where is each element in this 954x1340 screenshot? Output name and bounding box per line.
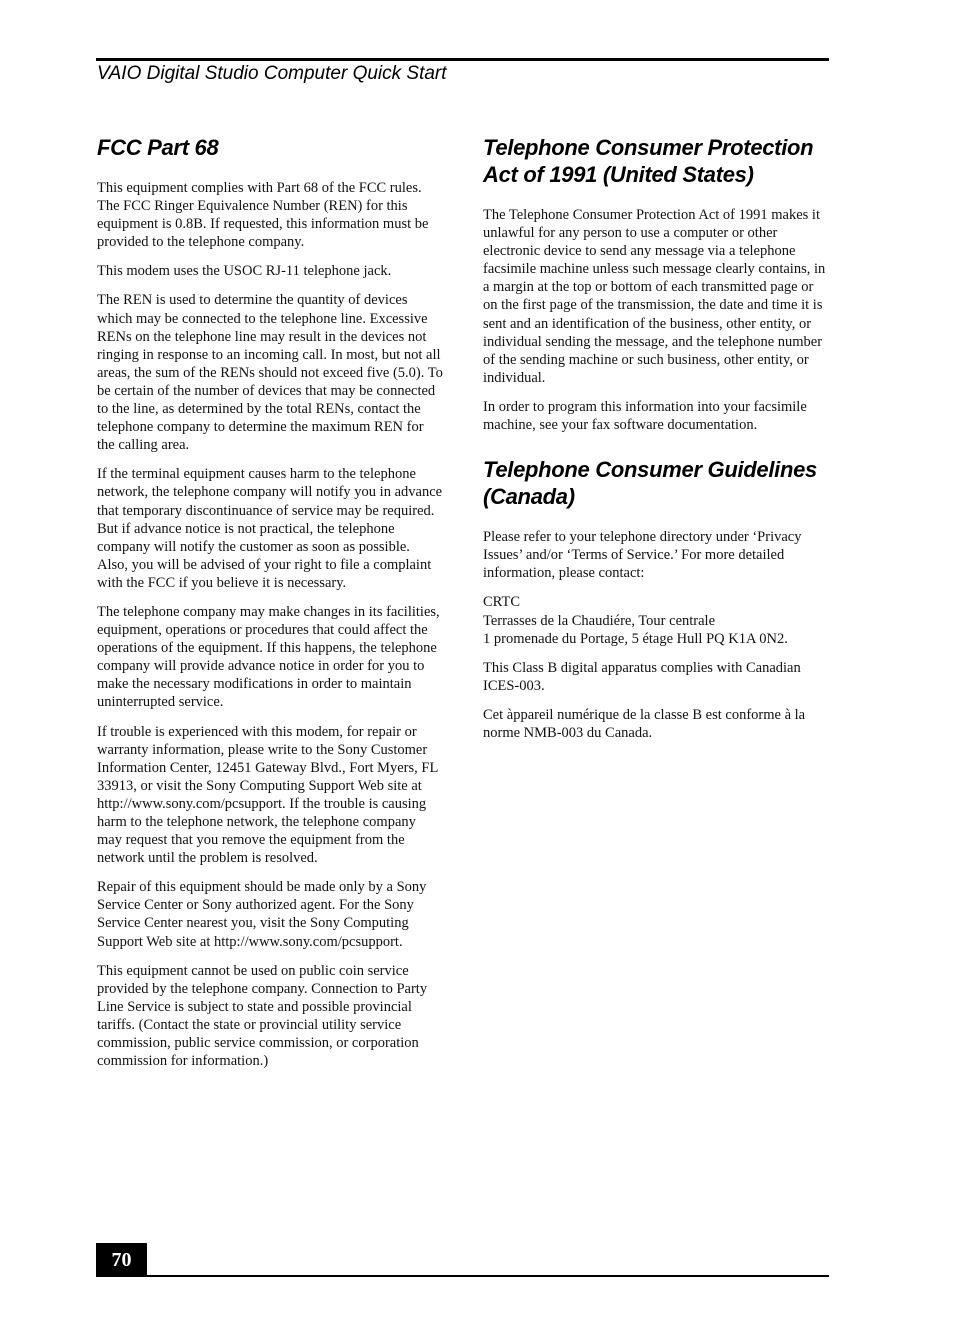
paragraph: Cet àppareil numérique de la classe B est conforme à la norme NMB-003 du Canada. bbox=[483, 706, 806, 741]
paragraph: Please refer to your telephone directory under ‘Privacy Issues’ and/or ‘Terms of Service.’ For more detailed information, please contact: bbox=[483, 529, 802, 582]
section-heading-tcpa: Telephone Consumer Protection Act of 1991 (United States) bbox=[483, 135, 814, 187]
paragraph: This Class B digital apparatus complies with Canadian ICES-003. bbox=[483, 659, 801, 694]
footer-rule bbox=[96, 1275, 829, 1277]
paragraph: This equipment complies with Part 68 of the FCC rules. The FCC Ringer Equivalence Number (REN) for this equipment is 0.8B. If requested, this information must be provided to the telephone company. bbox=[97, 180, 429, 251]
section-heading-canada-guidelines: Telephone Consumer Guidelines (Canada) bbox=[483, 457, 817, 510]
crtc-address bbox=[483, 593, 829, 647]
paragraph: This modem uses the USOC RJ-11 telephone jack. bbox=[97, 263, 392, 280]
address-line: 1 promenade du Portage, 5 étage Hull PQ K1A 0N2. bbox=[483, 630, 788, 647]
left-column bbox=[97, 134, 443, 1081]
page-number: 70 bbox=[96, 1243, 147, 1277]
address-line: CRTC bbox=[483, 594, 521, 611]
running-header: VAIO Digital Studio Computer Quick Start bbox=[97, 63, 447, 84]
address-line: Terrasses de la Chaudiére, Tour centrale bbox=[483, 612, 716, 629]
right-column bbox=[483, 134, 829, 753]
paragraph: The REN is used to determine the quantity of devices which may be connected to the telephone line. Excessive RENs on the telephone line may result in the devices not ringing in response to an incoming call. In most, but not all areas, the sum of the RENs should not exceed five (5.0). To be certain of the number of devices that may be connected to the line, as determined by the total RENs, contact the telephone company to determine the maximum REN for the calling area. bbox=[97, 292, 443, 454]
paragraph: In order to program this information into your facsimile machine, see your fax software documentation. bbox=[483, 398, 807, 434]
paragraph: Repair of this equipment should be made only by a Sony Service Center or Sony authorized agent. For the Sony Service Center nearest you, visit the Sony Computing Support Web site at http://www.sony.com/pcsupport. bbox=[97, 879, 427, 950]
section-heading-fcc-part-68: FCC Part 68 bbox=[97, 135, 219, 160]
paragraph: The telephone company may make changes in its facilities, equipment, operations or procedures that could affect the operations of the equipment. If this happens, the telephone company will provide advance notice in order for you to make the necessary modifications in order to maintain uninterrupted service. bbox=[97, 603, 440, 711]
paragraph: The Telephone Consumer Protection Act of 1991 makes it unlawful for any person to use a computer or other electronic device to send any message via a telephone facsimile machine unless such message clearly contains, in a margin at the top or bottom of each transmitted page or on the first page of the transmission, the date and time it is sent and an identification of the business, other entity, or individual sending the message, and the telephone number of the sending machine or such business, other entity, or individual. bbox=[483, 207, 826, 386]
paragraph: This equipment cannot be used on public coin service provided by the telephone company. Connection to Party Line Service is subject to state and possible provincial tariffs. (Contact the state or provincial utility service commission, public service commission, or corporation commission for information.) bbox=[97, 962, 428, 1070]
paragraph: If trouble is experienced with this modem, for repair or warranty information, please write to the Sony Customer Information Center, 12451 Gateway Blvd., Fort Myers, FL 33913, or visit the Sony Computing Support Web site at http://www.sony.com/pcsupport. If the trouble is causing harm to the telephone network, the telephone company may request that you remove the equipment from the network until the problem is resolved. bbox=[97, 723, 438, 867]
header-rule bbox=[96, 58, 829, 61]
paragraph: If the terminal equipment causes harm to the telephone network, the telephone company will notify you in advance that temporary discontinuance of service may be required. But if advance notice is not practical, the telephone company will notify the customer as soon as possible. Also, you will be advised of your right to file a complaint with the FCC if you believe it is necessary. bbox=[97, 466, 443, 591]
